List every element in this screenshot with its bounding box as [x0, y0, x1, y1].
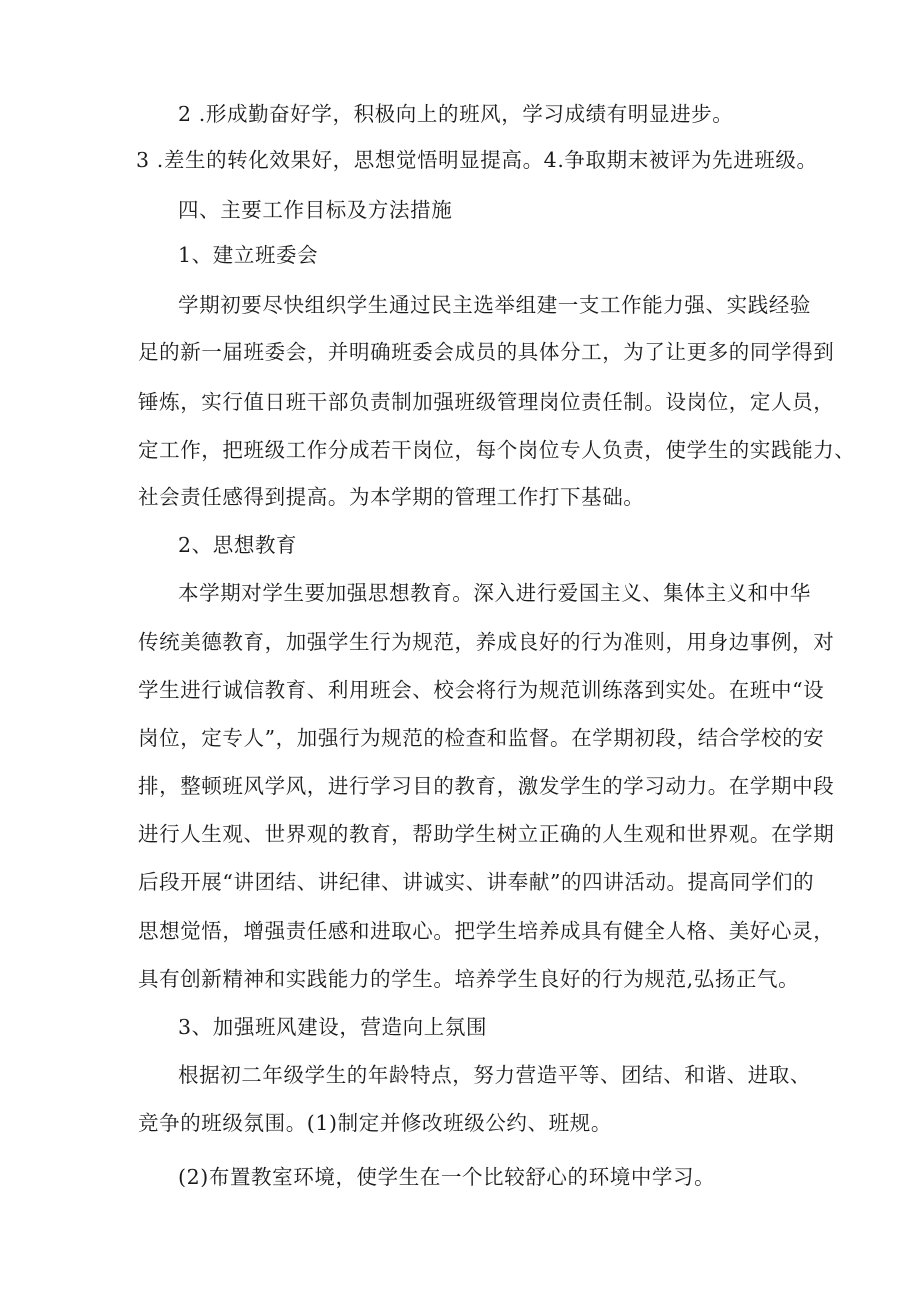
paragraph-line: 锤炼，实行值日班干部负责制加强班级管理岗位责任制。设岗位，定人员， — [138, 390, 835, 414]
paragraph-line: 定工作，把班级工作分成若干岗位，每个岗位专人负责，使学生的实践能力、 — [138, 438, 856, 462]
paragraph-line: 后段开展“讲团结、讲纪律、讲诚实、讲奉献”的四讲活动。提高同学们的 — [138, 870, 815, 894]
paragraph-line: 进行人生观、世界观的教育，帮助学生树立正确的人生观和世界观。在学期 — [138, 822, 835, 846]
goal-item-2: 2 .形成勤奋好学，积极向上的班风，学习成绩有明显进步。 — [178, 102, 734, 126]
paragraph-line: 根据初二年级学生的年龄特点，努力营造平等、团结、和谐、进取、 — [178, 1063, 811, 1087]
paragraph-line: 竞争的班级氛围。(1)制定并修改班级公约、班规。 — [138, 1111, 612, 1135]
paragraph-line: 本学期对学生要加强思想教育。深入进行爱国主义、集体主义和中华 — [178, 581, 811, 605]
paragraph-line: 岗位，定专人”，加强行为规范的检查和监督。在学期初段，结合学校的安 — [138, 726, 825, 750]
paragraph-line: 社会责任感得到提高。为本学期的管理工作打下基础。 — [138, 485, 645, 509]
section-heading-4: 四、主要工作目标及方法措施 — [178, 198, 453, 222]
paragraph-line: 学期初要尽快组织学生通过民主选举组建一支工作能力强、实践经验 — [178, 293, 811, 317]
paragraph-line: (2)布置教室环境，使学生在一个比较舒心的环境中学习。 — [178, 1165, 716, 1189]
subheading-class-spirit: 3、加强班风建设，营造向上氛围 — [178, 1015, 488, 1039]
paragraph-line: 排，整顿班风学风，进行学习目的教育，激发学生的学习动力。在学期中段 — [138, 774, 835, 798]
goal-item-3-4: 3 .差生的转化效果好，思想觉悟明显提高。4.争取期末被评为先进班级。 — [136, 148, 818, 172]
paragraph-line: 具有创新精神和实践能力的学生。培养学生良好的行为规范,弘扬正气。 — [138, 967, 800, 991]
paragraph-line: 传统美德教育，加强学生行为规范，养成良好的行为准则，用身边事例，对 — [138, 630, 835, 654]
subheading-ideological-education: 2、思想教育 — [178, 533, 298, 557]
subheading-class-committee: 1、建立班委会 — [178, 243, 319, 267]
paragraph-line: 足的新一届班委会，并明确班委会成员的具体分工，为了让更多的同学得到 — [138, 340, 835, 364]
paragraph-line: 思想觉悟，增强责任感和进取心。把学生培养成具有健全人格、美好心灵， — [138, 919, 835, 943]
paragraph-line: 学生进行诚信教育、利用班会、校会将行为规范训练落到实处。在班中“设 — [138, 678, 825, 702]
